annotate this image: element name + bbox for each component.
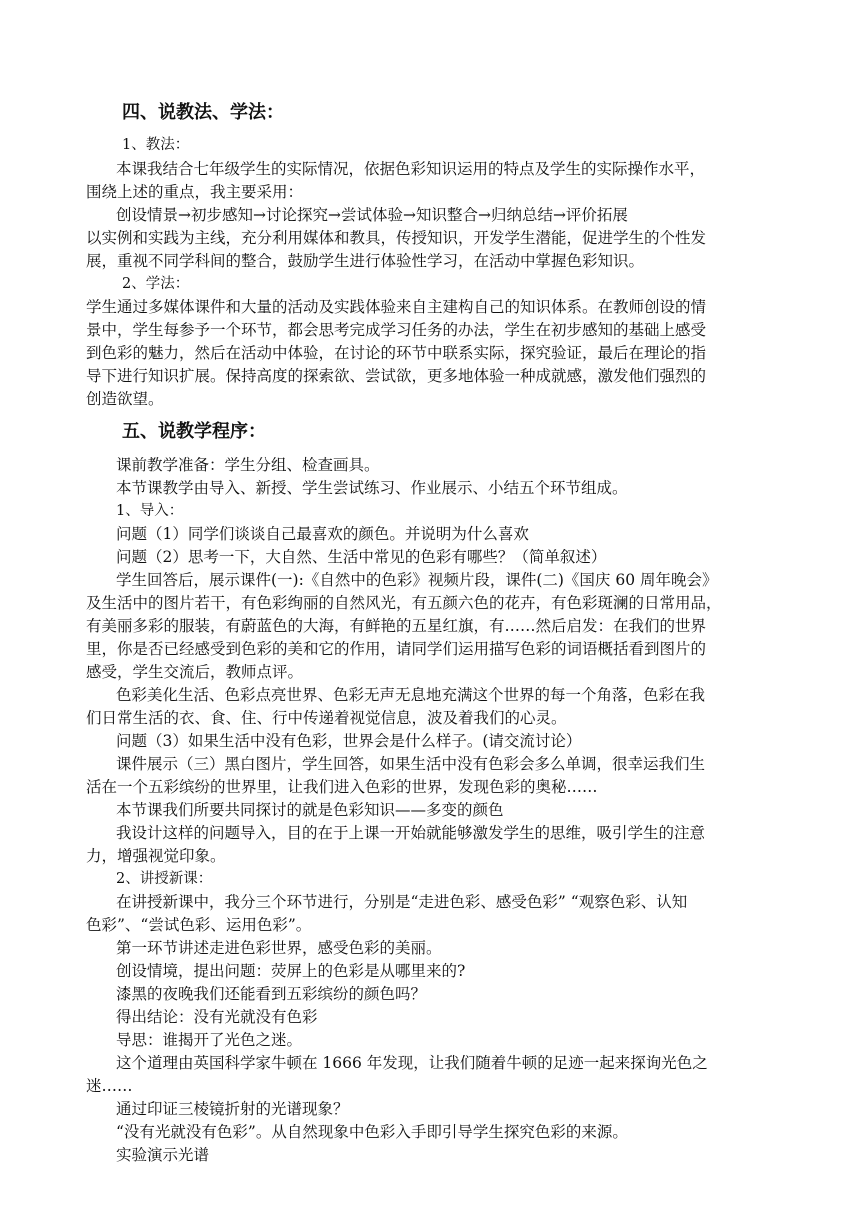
section-heading-4: 四、说教法、学法： [122, 102, 284, 123]
paragraph-line: 力，增强视觉印象。 [86, 847, 226, 865]
paragraph-line: 得出结论：没有光就没有色彩 [116, 1008, 318, 1026]
paragraph-line: 导思：谁揭开了光色之迷。 [116, 1031, 303, 1049]
paragraph-line: 本节课教学由导入、新授、学生尝试练习、作业展示、小结五个环节组成。 [116, 479, 628, 497]
paragraph-line: 创设情境，提出问题：荧屏上的色彩是从哪里来的? [116, 962, 466, 980]
paragraph-line: 漆黑的夜晚我们还能看到五彩缤纷的颜色吗？ [116, 985, 427, 1003]
question-2: 问题（2）思考一下，大自然、生活中常见的色彩有哪些？（简单叙述） [116, 548, 607, 566]
subheading-new-lesson: 2、讲授新课： [116, 871, 213, 887]
subheading-learning-method: 2、学法： [122, 276, 190, 292]
paragraph-line: 这个道理由英国科学家牛顿在 1666 年发现，让我们随着牛顿的足迹一起来探询光色之 [116, 1054, 708, 1072]
paragraph-line: 在讲授新课中，我分三个环节进行，分别是“走进色彩、感受色彩” “观察色彩、认知 [116, 893, 688, 911]
paragraph-line: 围绕上述的重点，我主要采用： [86, 183, 304, 201]
paragraph-line: 展，重视不同学科间的整合，鼓励学生进行体验性学习，在活动中掌握色彩知识。 [86, 252, 645, 270]
subheading-teaching-method: 1、教法： [122, 137, 190, 153]
paragraph-line: 有美丽多彩的服装，有蔚蓝色的大海，有鲜艳的五星红旗，有……然后启发：在我们的世界 [86, 617, 707, 635]
paragraph-line: 景中，学生每参予一个环节，都会思考完成学习任务的办法，学生在初步感知的基础上感受 [86, 321, 707, 339]
paragraph-line: 及生活中的图片若干，有色彩绚丽的自然风光，有五颜六色的花卉，有色彩斑澜的日常用品， [86, 594, 722, 612]
paragraph-line: 感受，学生交流后，教师点评。 [86, 663, 304, 681]
paragraph-line: “没有光就没有色彩”。从自然现象中色彩入手即引导学生探究色彩的来源。 [116, 1123, 628, 1141]
paragraph-line: 通过印证三棱镜折射的光谱现象？ [116, 1100, 349, 1118]
paragraph-line: 学生回答后，展示课件(一):《自然中的色彩》视频片段，课件(二)《国庆 60 周年晚会》 [116, 571, 718, 589]
method-flow: 创设情景→初步感知→讨论探究→尝试体验→知识整合→归纳总结→评价拓展 [116, 206, 628, 224]
paragraph-line: 第一环节讲述走进色彩世界，感受色彩的美丽。 [116, 939, 442, 957]
subheading-intro: 1、导入： [116, 503, 184, 519]
question-1: 问题（1）同学们谈谈自己最喜欢的颜色。并说明为什么喜欢 [116, 525, 529, 543]
paragraph-line: 创造欲望。 [86, 390, 164, 408]
question-3: 问题（3）如果生活中没有色彩，世界会是什么样子。(请交流讨论） [116, 732, 582, 750]
paragraph-line: 活在一个五彩缤纷的世界里，让我们进入色彩的世界，发现色彩的奥秘…… [86, 778, 598, 796]
paragraph-line: 课前教学准备：学生分组、检查画具。 [116, 456, 380, 474]
paragraph-line: 色彩美化生活、色彩点亮世界、色彩无声无息地充满这个世界的每一个角落，色彩在我 [116, 686, 706, 704]
paragraph-line: 实验演示光谱 [116, 1146, 210, 1164]
paragraph-line: 迷…… [86, 1077, 133, 1095]
paragraph-line: 学生通过多媒体课件和大量的活动及实践体验来自主建构自己的知识体系。在教师创设的情 [86, 298, 707, 316]
paragraph-line: 课件展示（三）黑白图片，学生回答，如果生活中没有色彩会多么单调，很幸运我们生 [116, 755, 706, 773]
paragraph-line: 们日常生活的衣、食、住、行中传递着视觉信息，波及着我们的心灵。 [86, 709, 567, 727]
paragraph-line: 本课我结合七年级学生的实际情况，依据色彩知识运用的特点及学生的实际操作水平， [116, 160, 706, 178]
paragraph-line: 色彩”、“尝试色彩、运用色彩”。 [86, 916, 312, 934]
paragraph-line: 我设计这样的问题导入，目的在于上课一开始就能够激发学生的思维，吸引学生的注意 [116, 824, 706, 842]
paragraph-line: 本节课我们所要共同探讨的就是色彩知识——多变的颜色 [116, 801, 504, 819]
paragraph-line: 导下进行知识扩展。保持高度的探索欲、尝试欲，更多地体验一种成就感，激发他们强烈的 [86, 367, 707, 385]
section-heading-5: 五、说教学程序： [122, 421, 266, 442]
paragraph-line: 到色彩的魅力，然后在活动中体验，在讨论的环节中联系实际，探究验证，最后在理论的指 [86, 344, 707, 362]
paragraph-line: 以实例和实践为主线，充分利用媒体和教具，传授知识，开发学生潜能，促进学生的个性发 [86, 229, 707, 247]
paragraph-line: 里，你是否已经感受到色彩的美和它的作用，请同学们运用描写色彩的词语概括看到图片的 [86, 640, 707, 658]
